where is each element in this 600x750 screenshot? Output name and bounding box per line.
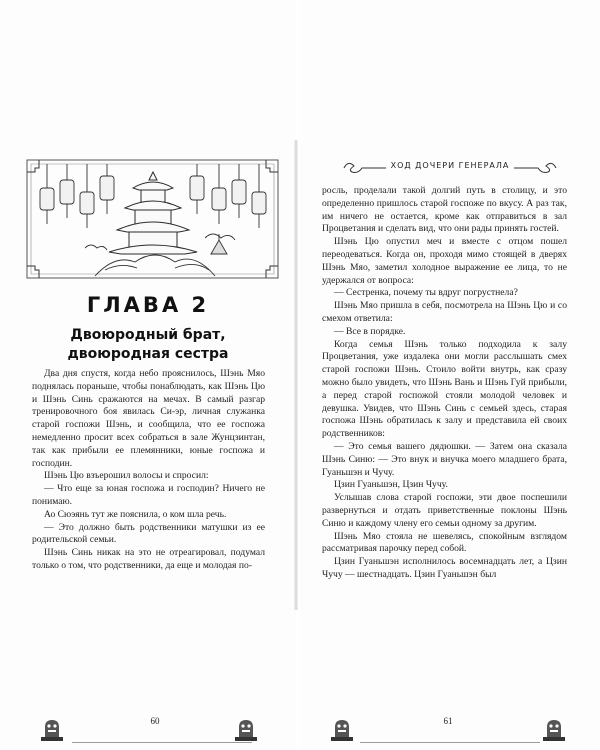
guardian-lion-icon xyxy=(38,715,66,743)
right-page-text xyxy=(322,185,567,582)
paragraph: росль, проделали такой долгий путь в столицу, и это определенно пришлось старой госпоже по вкусу. А раз так, им ничего не остается, кроме как отправиться в зал Процветания и сделать вид, что они рады принять гостей. xyxy=(322,185,567,235)
book-gutter xyxy=(294,140,298,610)
chapter-illustration xyxy=(25,158,280,280)
paragraph: Цзин Гуаньшэн исполнилось восемнадцать лет, а Цзин Чучу — шестнадцать. Цзин Гуаньшэн был xyxy=(322,556,567,580)
guardian-lion-icon xyxy=(328,715,356,743)
left-page xyxy=(0,0,296,750)
paragraph: — Сестренка, почему ты вдруг погрустнела? xyxy=(334,287,518,299)
paragraph: — Все в порядке. xyxy=(334,325,406,337)
paragraph: — Что еще за юная госпожа и господин? Ничего не понимаю. xyxy=(32,483,265,507)
footer-rule xyxy=(360,742,540,743)
chapter-subtitle-line-2: двоюродная сестра xyxy=(67,346,229,362)
paragraph: Услышав слова старой госпожи, эти двое поспешили развернуться и отдать приветственные поклоны Шэнь Синю и каждому члену его семьи одному за другим. xyxy=(322,492,567,529)
paragraph: Ао Сюэянь тут же пояснила, о ком шла речь. xyxy=(44,508,227,520)
page-number: 60 xyxy=(150,716,160,726)
paragraph: Два дня спустя, когда небо прояснилось, Шэнь Мяо поднялась пораньше, чтобы понаблюдать, как Шэнь Цю и Шэнь Синь сражаются на мечах. В самый разгар тренировочного боя явилась Си-эр, личная служанка старой госпожи Шэнь, и сообщила, что ее госпожа немедленно просит всех собраться в зале Жунцзинтан, так как прибыли ее племянники, юные госпожа и господин. xyxy=(32,368,265,469)
footer-rule xyxy=(72,742,252,743)
left-page-text xyxy=(32,368,265,573)
paragraph: Шэнь Мяо пришла в себя, посмотрела на Шэнь Цю и со смехом ответила: xyxy=(322,300,567,324)
guardian-lion-icon xyxy=(232,715,260,743)
paragraph: Шэнь Цю опустил меч и вместе с отцом пошел переодеваться. Когда он, проходя мимо стоящей в дверях Шэнь Мяо, заметил холодное выражение ее лица, то не удержался от вопроса: xyxy=(322,236,567,286)
paragraph: Когда семья Шэнь только подходила к залу Процветания, уже издалека они могли расслышать смех старой госпожи Шэнь. Стоило войти внутрь, как сразу можно было увидеть, что Шэнь Вань и Шэнь Гуй прибыли, а перед старой госпожой стояли молодой человек и девушка. Увидев, что Шэнь Синь с семьей здесь, старая госпожа Шэнь обратилась к залу и представила ей своих родственников: xyxy=(322,338,567,440)
running-head-title: ХОД ДОЧЕРИ ГЕНЕРАЛА xyxy=(390,161,510,170)
guardian-lion-icon xyxy=(540,715,568,743)
right-page xyxy=(300,0,600,750)
paragraph: Шэнь Синь никак на это не отреагировал, подумал только о том, что родственники, да еще и молодая по- xyxy=(32,547,265,571)
chapter-title: ГЛАВА 2 xyxy=(86,293,210,317)
paragraph: — Это семья вашего дядюшки. — Затем она сказала Шэнь Синю: — Это внук и внучка моего младшего брата, Гуаньшэн и Чучу. xyxy=(322,440,567,478)
paragraph: Шэнь Мяо стояла не шевелясь, спокойным взглядом рассматривая парочку перед собой. xyxy=(322,530,567,555)
running-head xyxy=(340,158,560,178)
chapter-subtitle xyxy=(0,326,296,364)
paragraph: Цзин Гуаньшэн, Цзин Чучу. xyxy=(334,479,448,491)
chapter-subtitle-line-1: Двоюродный брат, xyxy=(70,327,226,343)
paragraph: — Это должно быть родственники матушки из ее родительской семьи. xyxy=(32,521,265,546)
page-number: 61 xyxy=(443,716,453,726)
paragraph: Шэнь Цю взъерошил волосы и спросил: xyxy=(44,470,209,482)
